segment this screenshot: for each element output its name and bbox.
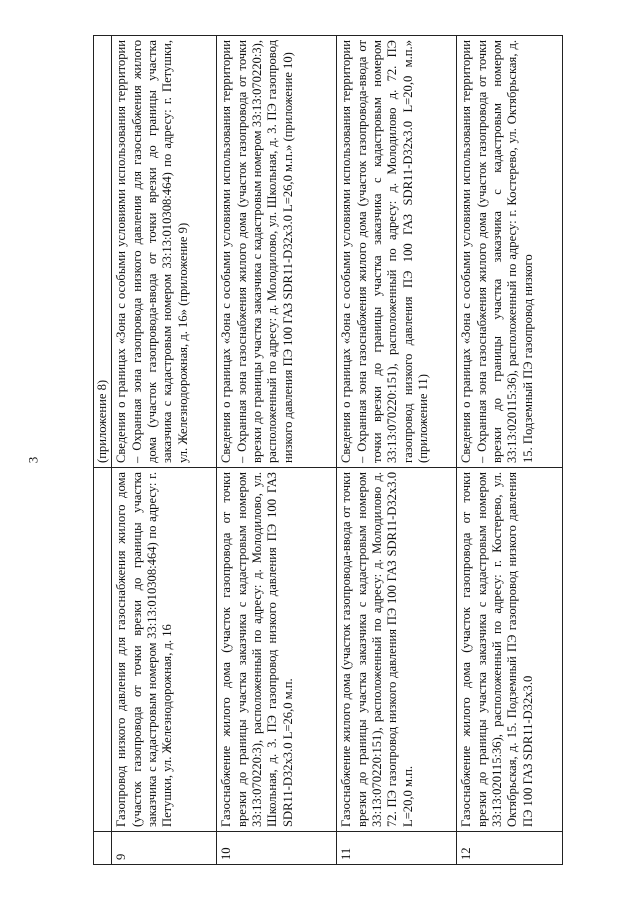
- zone-description: Сведения о границах «Зона с особыми условиями использования территории – Охранная зона газопровода низкого давления для газоснабжения жилого дома (участок газопровода-ввода от точки врезки до границы участка заказчика с кадастровым номером 33:13:010308:464) по адресу: г. Петушки, ул. Железнодорожная, д. 16» (приложение 9): [112, 36, 217, 468]
- row-number: 10: [217, 832, 337, 865]
- row-number: 11: [337, 832, 457, 865]
- table-row: [217, 36, 337, 865]
- table-header-row: [94, 36, 112, 865]
- zone-description: Сведения о границах «Зона с особыми условиями использования территории – Охранная зона газоснабжения жилого дома (участок газопровода от точки врезки до границы участка заказчика с кадастровым номером 33:13:020115:36), расположенный по адресу: г. Костерево, ул. Октябрьская, д. 15. Подземный ПЭ газопровод низкого: [457, 36, 563, 468]
- page-number: 3: [25, 456, 41, 464]
- zone-description: Сведения о границах «Зона с особыми условиями использования территории – Охранная зона газоснабжения жилого дома (участок газопровода от точки врезки до границы участка заказчика с кадастровым номером 33:13:070220:3), расположенный по адресу: д. Молодилово, ул. Школьная, д. 3. ПЭ газопровод низкого давления ПЭ 100 ГАЗ SDR11-D32х3.0 L=26,0 м.п.» (приложение 10): [217, 36, 337, 468]
- table-row: [112, 36, 217, 865]
- header-note-cell: (приложение 8): [94, 36, 112, 468]
- object-description: Газоснабжение жилого дома (участок газопровода от точки врезки до границы участка заказчика с кадастровым номером 33:13:070220:3), расположенный по адресу: д. Молодилово, ул. Школьная, д. 3. ПЭ газопровод низкого давления ПЭ 100 ГАЗ SDR11-D32х3.0 L=26,0 м.п.: [217, 468, 337, 832]
- zone-description: Сведения о границах «Зона с особыми условиями использования территории – Охранная зона газоснабжения жилого дома (участок газопровода-ввода от точки врезки до границы участка заказчика с кадастровым номером 33:13:070220:151), расположенный по адресу: д. Молодилово д. 72. ПЭ газопровод низкого давления ПЭ 100 ГАЗ SDR11-D32х3.0 L=20,0 м.п.» (приложение 11): [337, 36, 457, 468]
- header-object-cell: [94, 468, 112, 832]
- table-row: [457, 36, 563, 865]
- document-table: [93, 35, 563, 865]
- object-description: Газопровод низкого давления для газоснабжения жилого дома (участок газопровода от точки врезки до границы участка заказчика с кадастровым номером 33:13:010308:464) по адресу: г. Петушки, ул. Железнодорожная, д. 16: [112, 468, 217, 832]
- row-number: 9: [112, 832, 217, 865]
- zones-table: [93, 35, 563, 865]
- row-number: 12: [457, 832, 563, 865]
- header-num-cell: [94, 832, 112, 865]
- object-description: Газоснабжение жилого дома (участок газопровода от точки врезки до границы участка заказчика с кадастровым номером 33:13:020115:36), расположенный по адресу: г. Костерево, ул. Октябрьская, д. 15. Подземный ПЭ газопровод низкого давления ПЭ 100 ГАЗ SDR11-D32х3.0: [457, 468, 563, 832]
- object-description: Газоснабжение жилого дома (участок газопровода-ввода от точки врезки до границы участка заказчика с кадастровым номером 33:13:070220:151), расположенный по адресу: д. Молодилово д. 72. ПЭ газопровод низкого давления ПЭ 100 ГАЗ SDR11-D32х3.0 L=20,0 м.п.: [337, 468, 457, 832]
- table-row: [337, 36, 457, 865]
